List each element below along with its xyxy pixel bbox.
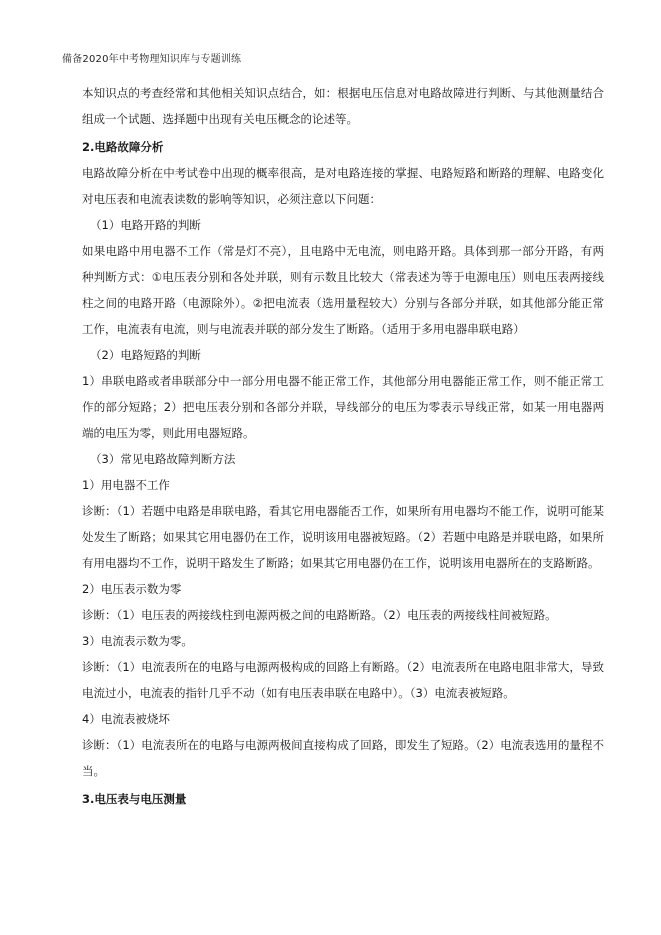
subsection-1-heading: （1）电路开路的判断 (90, 218, 201, 232)
case-4-heading: 4）电流表被烧坏 (82, 712, 170, 726)
case-3-heading: 3）电流表示数为零。 (82, 634, 193, 648)
case-2-diagnosis: 诊断：（1）电压表的两接线柱到电源两极之间的电路断路。（2）电压表的两接线柱间被短路。 (82, 608, 557, 622)
section-2-intro: 电路故障分析在中考试卷中出现的概率很高，是对电路连接的掌握、电路短路和断路的理解、电路变化对电压表和电流表读数的影响等知识，必须注意以下问题： (82, 166, 604, 206)
section-2-heading: 2.电路故障分析 (82, 140, 164, 154)
subsection-2-heading: （2）电路短路的判断 (90, 348, 201, 362)
section-3-heading: 3.电压表与电压测量 (82, 792, 187, 806)
case-4-diagnosis: 诊断：（1）电流表所在的电路与电源两极间直接构成了回路，即发生了短路。（2）电流表选用的量程不当。 (82, 738, 604, 778)
document-body (82, 80, 604, 812)
subsection-2-paragraph: 1）串联电路或者串联部分中一部分用电器不能正常工作，其他部分用电器能正常工作，则不能正常工作的部分短路；2）把电压表分别和各部分并联，导线部分的电压为零表示导线正常，如某一用电器两端的电压为零，则此用电器短路。 (82, 374, 604, 440)
subsection-1-paragraph: 如果电路中用电器不工作（常是灯不亮），且电路中无电流，则电路开路。具体到那一部分开路，有两种判断方式：①电压表分别和各处并联，则有示数且比较大（常表述为等于电源电压）则电压表两接线柱之间的电路开路（电源除外）。②把电流表（选用量程较大）分别与各部分并联，如其他部分能正常工作，电流表有电流，则与电流表并联的部分发生了断路。（适用于多用电器串联电路） (82, 244, 604, 336)
intro-paragraph: 本知识点的考查经常和其他相关知识点结合，如：根据电压信息对电路故障进行判断、与其他测量结合组成一个试题、选择题中出现有关电压概念的论述等。 (82, 86, 604, 126)
case-1-diagnosis: 诊断：（1）若题中电路是串联电路，看其它用电器能否工作，如果所有用电器均不能工作，说明可能某处发生了断路；如果其它用电器仍在工作，说明该用电器被短路。（2）若题中电路是并联电路，如果所有用电器均不工作，说明干路发生了断路；如果其它用电器仍在工作，说明该用电器所在的支路断路。 (82, 504, 604, 570)
subsection-3-heading: （3）常见电路故障判断方法 (90, 452, 236, 466)
case-1-heading: 1）用电器不工作 (82, 478, 170, 492)
case-2-heading: 2）电压表示数为零 (82, 582, 182, 596)
case-3-diagnosis: 诊断：（1）电流表所在的电路与电源两极构成的回路上有断路。（2）电流表所在电路电阻非常大，导致电流过小，电流表的指针几乎不动（如有电压表串联在电路中）。（3）电流表被短路。 (82, 660, 604, 700)
page-header: 備备2020年中考物理知识库与专题训练 (62, 54, 242, 65)
